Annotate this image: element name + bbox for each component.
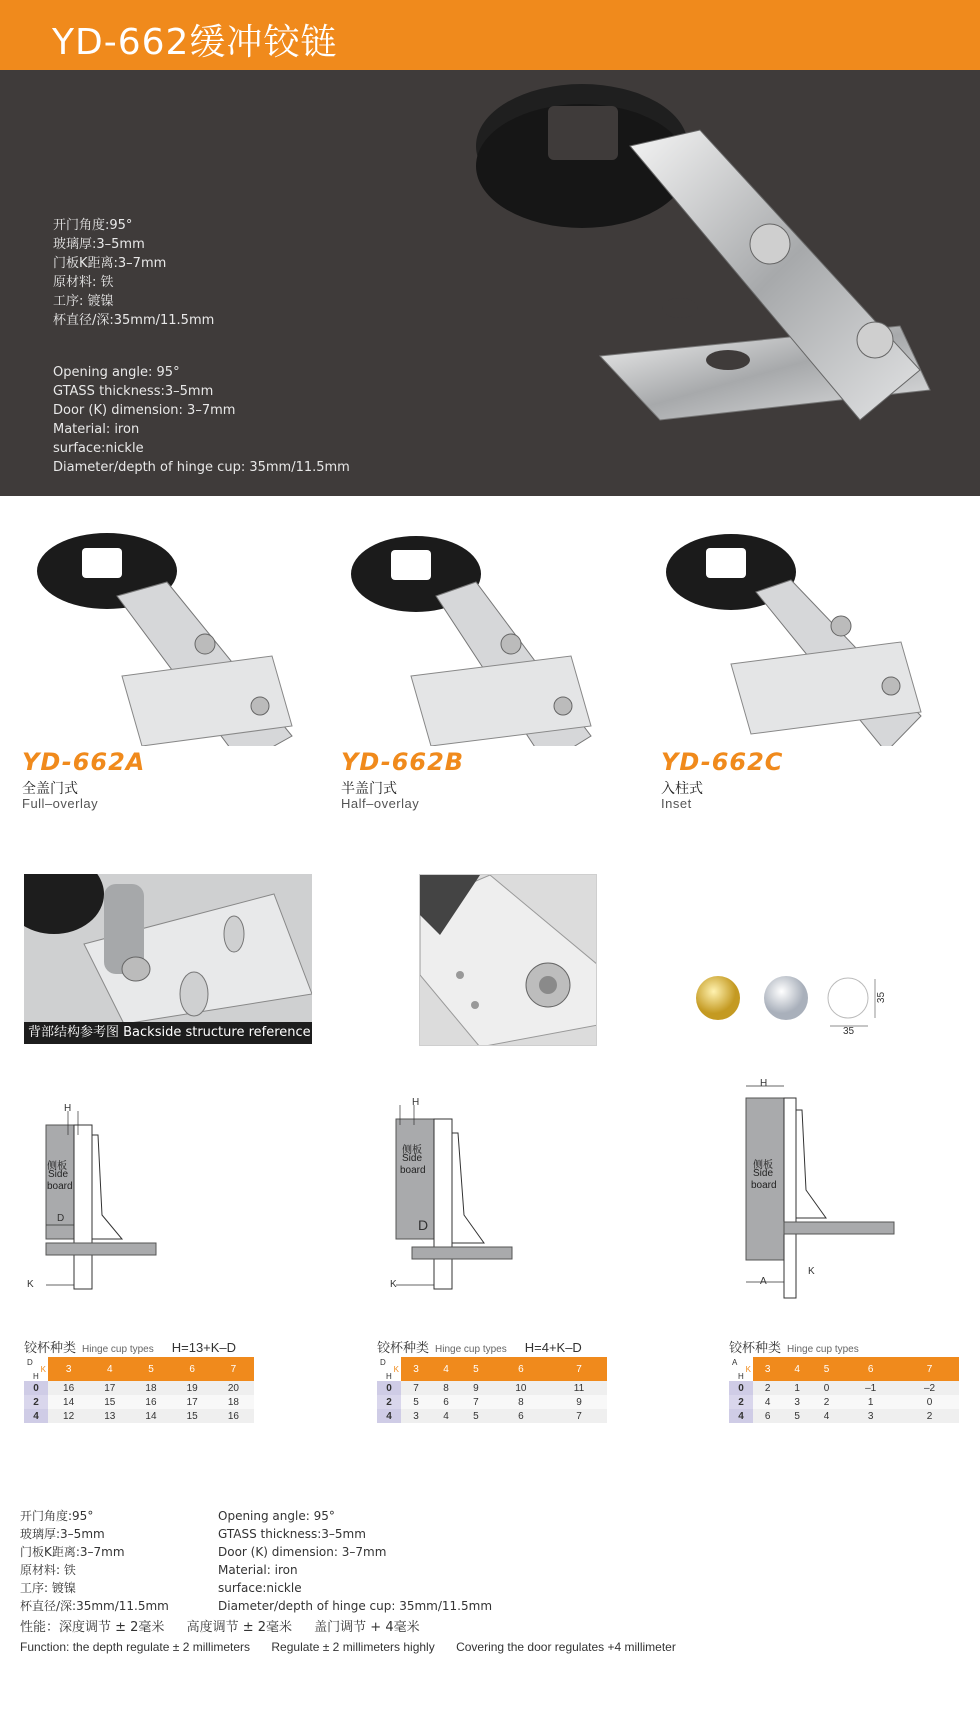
closeup-hinge-image bbox=[420, 875, 597, 1046]
dim-k-label: K bbox=[27, 1279, 34, 1290]
spec-line: 工序: 镀镍 bbox=[20, 1581, 76, 1595]
table-title-en: Hinge cup types bbox=[787, 1344, 859, 1355]
table-header bbox=[24, 1337, 254, 1357]
table-title-en: Hinge cup types bbox=[435, 1344, 507, 1355]
spec-line: Door (K) dimension: 3–7mm bbox=[218, 1545, 387, 1559]
dim-h-label: H bbox=[64, 1103, 72, 1114]
col-header: 6 bbox=[491, 1357, 551, 1381]
variant-name-en: Half–overlay bbox=[341, 796, 420, 811]
col-header: 6 bbox=[172, 1357, 213, 1381]
spec-line: GTASS thickness:3–5mm bbox=[218, 1527, 366, 1541]
spec-line: 玻璃厚:3–5mm bbox=[20, 1527, 105, 1541]
spec-line: Material: iron bbox=[53, 422, 140, 437]
cap-height-label: 35 bbox=[876, 991, 888, 1004]
table-header bbox=[729, 1337, 959, 1357]
dim-h-label: H bbox=[760, 1078, 768, 1089]
col-header: 4 bbox=[782, 1357, 811, 1381]
variant-name-cn: 全盖门式 bbox=[22, 781, 78, 797]
spec-line: 杯直径/深:35mm/11.5mm bbox=[53, 313, 215, 328]
perf-item: 盖门调节 + 4毫米 bbox=[314, 1620, 420, 1635]
spec-line: 玻璃厚:3–5mm bbox=[53, 237, 145, 252]
backside-caption: 背部结构参考图 Backside structure reference bbox=[24, 1022, 312, 1044]
variant-name-cn: 半盖门式 bbox=[341, 781, 397, 797]
perf-item: Regulate ± 2 millimeters highly bbox=[271, 1640, 435, 1654]
cap-width-label: 35 bbox=[843, 1026, 855, 1037]
gold-cap bbox=[696, 976, 740, 1020]
perf-item: Function: the depth regulate ± 2 millimeters bbox=[20, 1640, 251, 1654]
col-header: 5 bbox=[130, 1357, 171, 1381]
col-header: 6 bbox=[841, 1357, 900, 1381]
side-board-en-2: board bbox=[751, 1180, 777, 1191]
side-board-cn: 侧板 bbox=[753, 1160, 773, 1171]
spec-line: 开门角度:95° bbox=[53, 218, 133, 233]
side-board-en-2: board bbox=[47, 1181, 73, 1192]
col-header: 5 bbox=[461, 1357, 491, 1381]
spec-line: 原材料: 铁 bbox=[20, 1563, 76, 1577]
performance-en bbox=[20, 1640, 694, 1654]
col-header: 4 bbox=[89, 1357, 130, 1381]
perf-item: 性能：深度调节 ± 2毫米 bbox=[20, 1620, 165, 1635]
variant-card-b bbox=[341, 516, 641, 816]
side-board-en-1: Side bbox=[402, 1153, 423, 1164]
col-header: 7 bbox=[213, 1357, 254, 1381]
table-row: 2 5 6 7 8 9 bbox=[377, 1395, 607, 1409]
col-header: 5 bbox=[812, 1357, 841, 1381]
closeup-photo bbox=[419, 874, 597, 1046]
spec-line: 工序: 镀镍 bbox=[53, 294, 114, 309]
title-bar bbox=[0, 0, 980, 70]
table-title-cn: 铰杯种类 bbox=[24, 1341, 77, 1356]
table-row: 4 3 4 5 6 7 bbox=[377, 1409, 607, 1423]
hinge-a-image bbox=[22, 516, 322, 746]
cover-caps bbox=[690, 976, 890, 1046]
performance-cn bbox=[20, 1616, 438, 1635]
spec-line: Door (K) dimension: 3–7mm bbox=[53, 403, 236, 418]
spec-line: surface:nickle bbox=[53, 441, 144, 456]
side-board-cn: 侧板 bbox=[47, 1161, 67, 1172]
spec-line: Diameter/depth of hinge cup: 35mm/11.5mm bbox=[53, 460, 350, 475]
spec-line: Material: iron bbox=[218, 1563, 298, 1577]
dim-d-label: D bbox=[57, 1213, 65, 1224]
data-table bbox=[377, 1357, 607, 1423]
data-table bbox=[24, 1357, 254, 1423]
table-row: 0 7 8 9 10 11 bbox=[377, 1381, 607, 1395]
table-formula: H=4+K–D bbox=[524, 1340, 582, 1355]
hero-specs-en bbox=[53, 363, 350, 477]
spec-line: 门板K距离:3–7mm bbox=[20, 1545, 125, 1559]
variant-name-en: Inset bbox=[661, 796, 692, 811]
perf-item: 高度调节 ± 2毫米 bbox=[186, 1620, 293, 1635]
cover-caps-image bbox=[690, 976, 890, 1046]
hero-section bbox=[0, 70, 980, 496]
table-corner: D K H bbox=[24, 1357, 48, 1381]
table-title-cn: 铰杯种类 bbox=[377, 1341, 430, 1356]
half-overlay-diagram bbox=[372, 1075, 622, 1295]
col-header: 7 bbox=[900, 1357, 959, 1381]
spec-line: 开门角度:95° bbox=[20, 1509, 94, 1523]
variant-code: YD-662C bbox=[661, 748, 784, 776]
spec-line: surface:nickle bbox=[218, 1581, 302, 1595]
spec-line: 杯直径/深:35mm/11.5mm bbox=[20, 1599, 169, 1613]
col-header: 3 bbox=[48, 1357, 89, 1381]
variant-code: YD-662A bbox=[22, 748, 146, 776]
perf-item: Covering the door regulates +4 millimeter bbox=[456, 1640, 676, 1654]
spec-line: Opening angle: 95° bbox=[53, 365, 180, 380]
table-row: 0 16 17 18 19 20 bbox=[24, 1381, 254, 1395]
spec-line: Opening angle: 95° bbox=[218, 1509, 335, 1523]
side-board-en-2: board bbox=[400, 1165, 426, 1176]
spec-line: GTASS thickness:3–5mm bbox=[53, 384, 214, 399]
table-title-en: Hinge cup types bbox=[82, 1344, 154, 1355]
hero-specs-cn bbox=[53, 216, 214, 330]
dim-h-label: H bbox=[412, 1097, 420, 1108]
table-row: 4 6 5 4 3 2 bbox=[729, 1409, 959, 1423]
table-row: 4 12 13 14 15 16 bbox=[24, 1409, 254, 1423]
variant-name-en: Full–overlay bbox=[22, 796, 99, 811]
backside-photo bbox=[24, 874, 312, 1044]
table-formula: H=13+K–D bbox=[171, 1340, 237, 1355]
side-board-en-1: Side bbox=[48, 1169, 69, 1180]
diagram-full-overlay bbox=[22, 1075, 272, 1295]
spec-line: Diameter/depth of hinge cup: 35mm/11.5mm bbox=[218, 1599, 493, 1613]
col-header: 3 bbox=[401, 1357, 431, 1381]
col-header: 7 bbox=[551, 1357, 607, 1381]
hinge-c-image bbox=[661, 516, 961, 746]
white-cap bbox=[828, 978, 868, 1018]
page-title: YD-662缓冲铰链 bbox=[52, 22, 338, 63]
diagram-half-overlay bbox=[372, 1075, 622, 1295]
spec-line: 原材料: 铁 bbox=[53, 275, 114, 290]
table-corner: D K H bbox=[377, 1357, 401, 1381]
hinge-cup-table-b bbox=[377, 1337, 607, 1423]
table-row: 0 2 1 0 –1 –2 bbox=[729, 1381, 959, 1395]
table-corner: A K H bbox=[729, 1357, 753, 1381]
silver-cap bbox=[764, 976, 808, 1020]
dim-k-label: K bbox=[808, 1266, 815, 1277]
data-table bbox=[729, 1357, 959, 1423]
spec-line: 门板K距离:3–7mm bbox=[53, 256, 167, 271]
variant-card-c bbox=[661, 516, 961, 816]
dim-k-label: K bbox=[390, 1279, 397, 1290]
col-header: 3 bbox=[753, 1357, 782, 1381]
variant-name-cn: 入柱式 bbox=[661, 781, 703, 797]
hinge-cup-table-a bbox=[24, 1337, 254, 1423]
bottom-specs-en bbox=[218, 1507, 492, 1615]
table-row: 2 14 15 16 17 18 bbox=[24, 1395, 254, 1409]
table-title-cn: 铰杯种类 bbox=[729, 1341, 782, 1356]
dim-d-label: D bbox=[418, 1217, 429, 1233]
variant-code: YD-662B bbox=[341, 748, 465, 776]
table-row: 2 4 3 2 1 0 bbox=[729, 1395, 959, 1409]
side-board-en-1: Side bbox=[753, 1168, 774, 1179]
bottom-specs-cn bbox=[20, 1507, 169, 1615]
dim-a-label: A bbox=[760, 1276, 767, 1287]
col-header: 4 bbox=[431, 1357, 461, 1381]
hinge-b-image bbox=[341, 516, 641, 746]
table-header bbox=[377, 1337, 607, 1357]
side-board-cn: 侧板 bbox=[402, 1145, 422, 1156]
hinge-cup-table-c bbox=[729, 1337, 959, 1423]
diagram-inset bbox=[720, 1070, 970, 1290]
backside-hinge-image bbox=[24, 874, 312, 1044]
variant-card-a bbox=[22, 516, 322, 816]
